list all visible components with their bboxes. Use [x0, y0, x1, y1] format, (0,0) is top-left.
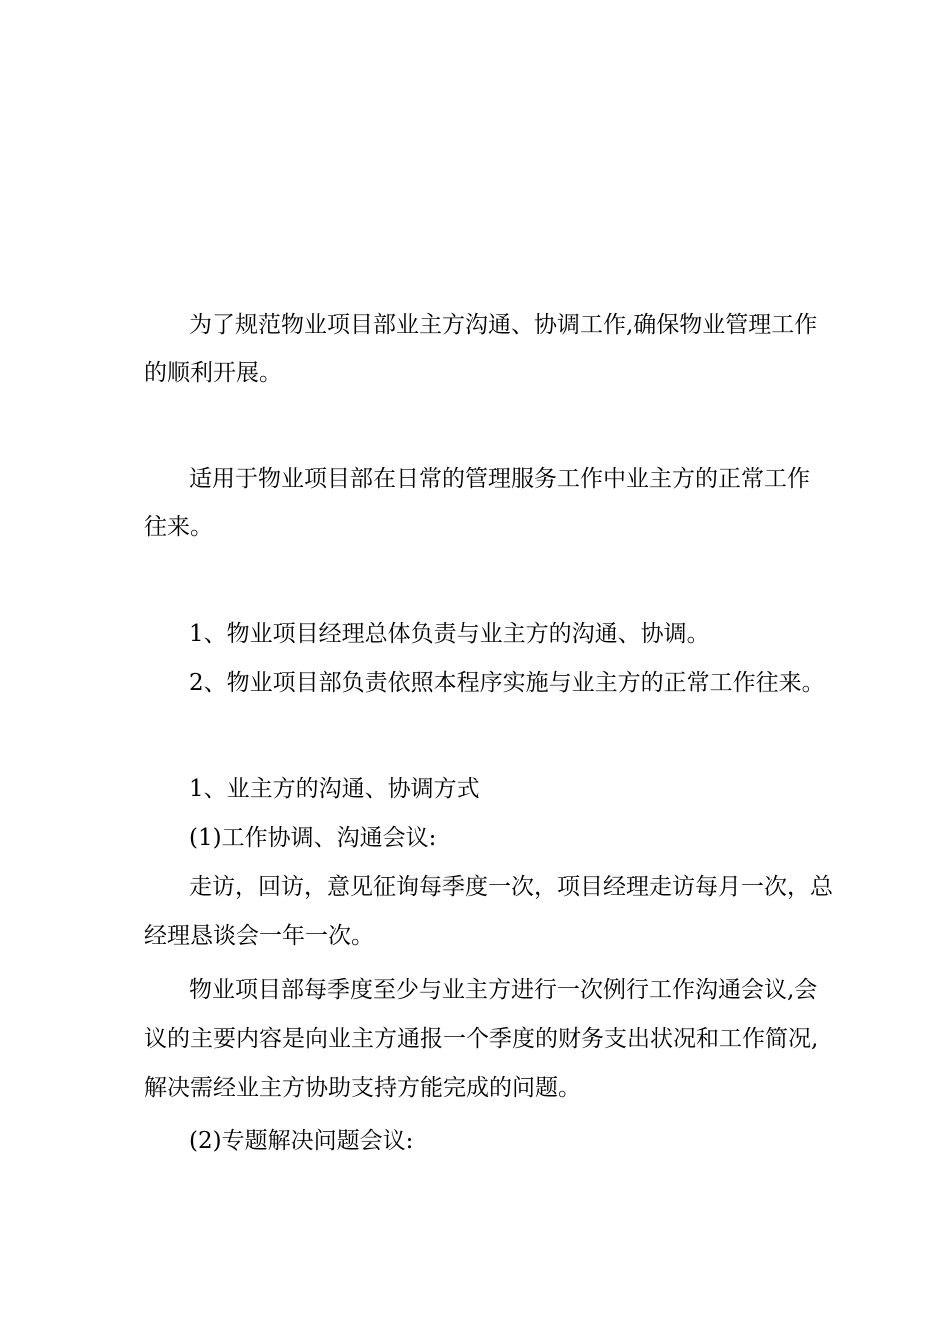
visit-paragraph-line-2: 经理恳谈会一年一次。: [144, 923, 374, 949]
visit-paragraph-line-1: 走访，回访，意见征询每季度一次，项目经理走访每月一次，总: [189, 874, 833, 900]
meeting-paragraph-line-1: 物业项目部每季度至少与业主方进行一次例行工作沟通会议,会: [189, 977, 818, 1003]
responsibility-item-1: 1、物业项目经理总体负责与业主方的沟通、协调。: [189, 621, 710, 647]
purpose-paragraph-line-1: 为了规范物业项目部业主方沟通、协调工作,确保物业管理工作: [189, 312, 818, 338]
purpose-paragraph-line-2: 的顺利开展。: [144, 360, 282, 386]
responsibility-item-2: 2、物业项目部负责依照本程序实施与业主方的正常工作往来。: [189, 670, 825, 696]
scope-paragraph-line-2: 往来。: [144, 514, 213, 540]
procedure-heading: 1、业主方的沟通、协调方式: [189, 776, 480, 802]
procedure-subheading-2: (2)专题解决问题会议:: [189, 1128, 414, 1154]
procedure-subheading-1: (1)工作协调、沟通会议:: [189, 825, 437, 851]
meeting-paragraph-line-3: 解决需经业主方协助支持方能完成的问题。: [144, 1075, 581, 1101]
scope-paragraph-line-1: 适用于物业项目部在日常的管理服务工作中业主方的正常工作: [189, 466, 810, 492]
meeting-paragraph-line-2: 议的主要内容是向业主方通报一个季度的财务支出状况和工作简况,: [144, 1026, 819, 1052]
